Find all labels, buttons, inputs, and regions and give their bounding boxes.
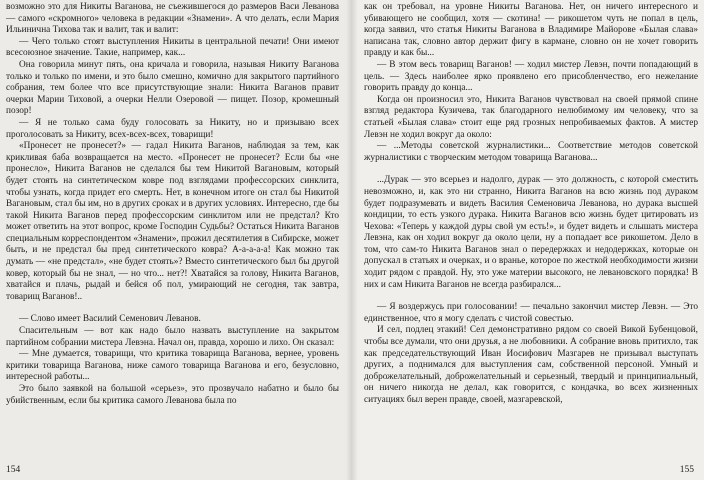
right-page-text	[364, 2, 698, 407]
right-page	[352, 0, 704, 480]
left-page-text	[6, 2, 339, 407]
paragraph: «Пронесет не пронесет?» — гадал Никита Ваганов, наблюдая за тем, как крикливая баба возвращается на место. «Пронесет не пронесет? Если бы «не пронесло», Никита Ваганов не сделался бы тем Никитой Вагановым, который будет стоять на синтетическом ковре под взглядами профессорских синклита, чтобы узнать, когда придет его смерть. Нет, в конечном итоге он стал бы Никитой Вагановым, стал бы им, но в других сроках и в других условиях. Интересно, где бы такой Никита Ваганов перед профессорским синклитом или не предстал? Кто может ответить на этот вопрос, кроме Господин Судьбы? Остаться Никита Ваганов специальным корреспондентом «Знамени», прожил десятилетия в Сибирске, может быть, и не предстал бы пред синтетического ковра? А-а-а-а-а! Как можно так думать — «не предстал», «не будет стоять»? Вместо синтетического был бы другой ковер, который бы не знал, — но что... нет?! Хватайся за голову, Никита Ваганов, хватайся и плачь, рыдай и бейся об пол, умирающий не сегодня, так завтра, товарищ Ваганов!..	[6, 141, 339, 302]
paragraph: ...Дурак — это всерьез и надолго, дурак — это должность, с которой сместить невозможно, и, как это ни странно, Никита Ваганов на всю жизнь под дураком будет подразумевать и видеть Василия Семеновича Леванова, но дурака высшей кондиции, то есть узкого дурака. Никита Ваганов всю жизнь будет цитировать из Чехова: «Теперь у каждой дуры свой ум есть!», и будет видеть и слышать мистера Левэна, как он ходил вокруг да около цели, ну а попадает все рикошетом. Дело в том, что сам-то Никита Ваганов знал о передержках и недодержках, которые он допускал в статьях и очерках, и о вранье, которое по жесткой необходимости жизни ходит рядом с правдой. Ну, это уже материи высокого, не левановского порядка! В них и сам Никита Ваганов не всегда разбирался...	[364, 175, 698, 290]
paragraph: — Я воздержусь при голосовании! — печально закончил мистер Левэн. — Это единственное, что я могу сделать с чистой совестью.	[364, 302, 698, 324]
paragraph: — Я не только сама буду голосовать за Никиту, но и призываю всех проголосовать за Никиту, всех-всех-всех, товарищи!	[6, 117, 339, 140]
book-gutter	[346, 0, 358, 480]
paragraph: Это было заявкой на большой «серьез», это прозвучало набатно и было бы убийственным, если бы критика самого Леванова была по	[6, 384, 339, 406]
paragraph: Когда он произносил это, Никита Ваганов чувствовал на своей прямой спине взгляд редактора Кузичева, так благодарного нелюбимому им человеку, что за статьей «Былая слава» стоит еще ряд грозных непробиваемых фактов. А мистер Левэн не ходил вокруг да около:	[364, 94, 698, 140]
paragraph: возможно это для Никиты Ваганова, не съежившегося до размеров Васи Леванова — самого «скромного» человека в редакции «Знамени». А что делать, если Мария Ильинична Тихова так и валит, так и валит:	[6, 2, 339, 36]
paragraph: Она говорила минут пять, она кричала и говорила, называя Никиту Ваганова только и только по имени, и это было смешно, комично для закрытого партийного собрания, тем более что все присутствующие знали: Никита Ваганов правит очерки Марии Тиховой, а очерки Нелли Озеровой — пищет. Позор, кромешный позор!	[6, 59, 339, 117]
paragraph: И сел, подлец этакий! Сел демонстративно рядом со своей Викой Бубенцовой, чтобы все думали, что они друзья, а не любовники. А собрание вновь притихло, так как председательствующий Иван Иосифович Мазгарев не призывал выступать других, а поднимался для выступления сам, собственной персоной. Умный и доброжелательный, доброжелательный и серьезный, твердый и принципиальный, он ничего никогда не делал, как говорится, с кондачка, во всех жизненных ситуациях был верен правде, своей, мазгаревской,	[364, 325, 698, 405]
paragraph: — Мне думается, товарищи, что критика товарища Ваганова, вернее, уровень критики товарища Ваганова, ниже самого товарища Ваганова и его, безусловно, интересной работы...	[6, 349, 339, 383]
paragraph: — Слово имеет Василий Семенович Леванов.	[19, 314, 201, 325]
paragraph: как он требовал, на уровне Никиты Ваганова. Нет, он ничего интересного и убивающего не сообщил, хотя — скотина! — рикошетом чуть не попал в цель, когда заявил, что статья Никиты Ваганова в Владимире Майорове «Былая слава» написана так, словно автор держит фигу в кармане, словно он не хочет говорить правду и как бы...	[364, 2, 698, 59]
paragraph: Спасительным — вот как надо было назвать выступление на закрытом партийном собрании мистера Левэна. Начал он, правда, хорошо и лихо. Он сказал:	[6, 326, 339, 348]
page-number-left: 154	[6, 465, 21, 475]
paragraph: — В этом весь товарищ Ваганов! — ходил мистер Левэн, почти попадающий в цель. — Здесь наиболее ярко проявлено его присобленчество, его нежелание говорить правду до конца...	[364, 59, 698, 94]
page-number-right: 155	[679, 465, 694, 475]
paragraph: — Чего только стоят выступления Никиты в центральной печати! Они имеют всесоюзное значение. Такие, например, как...	[6, 36, 339, 59]
paragraph: — ...Методы советской журналистики... Соответствие методов советской журналистики с творческим методом товарища Ваганова...	[364, 141, 698, 163]
